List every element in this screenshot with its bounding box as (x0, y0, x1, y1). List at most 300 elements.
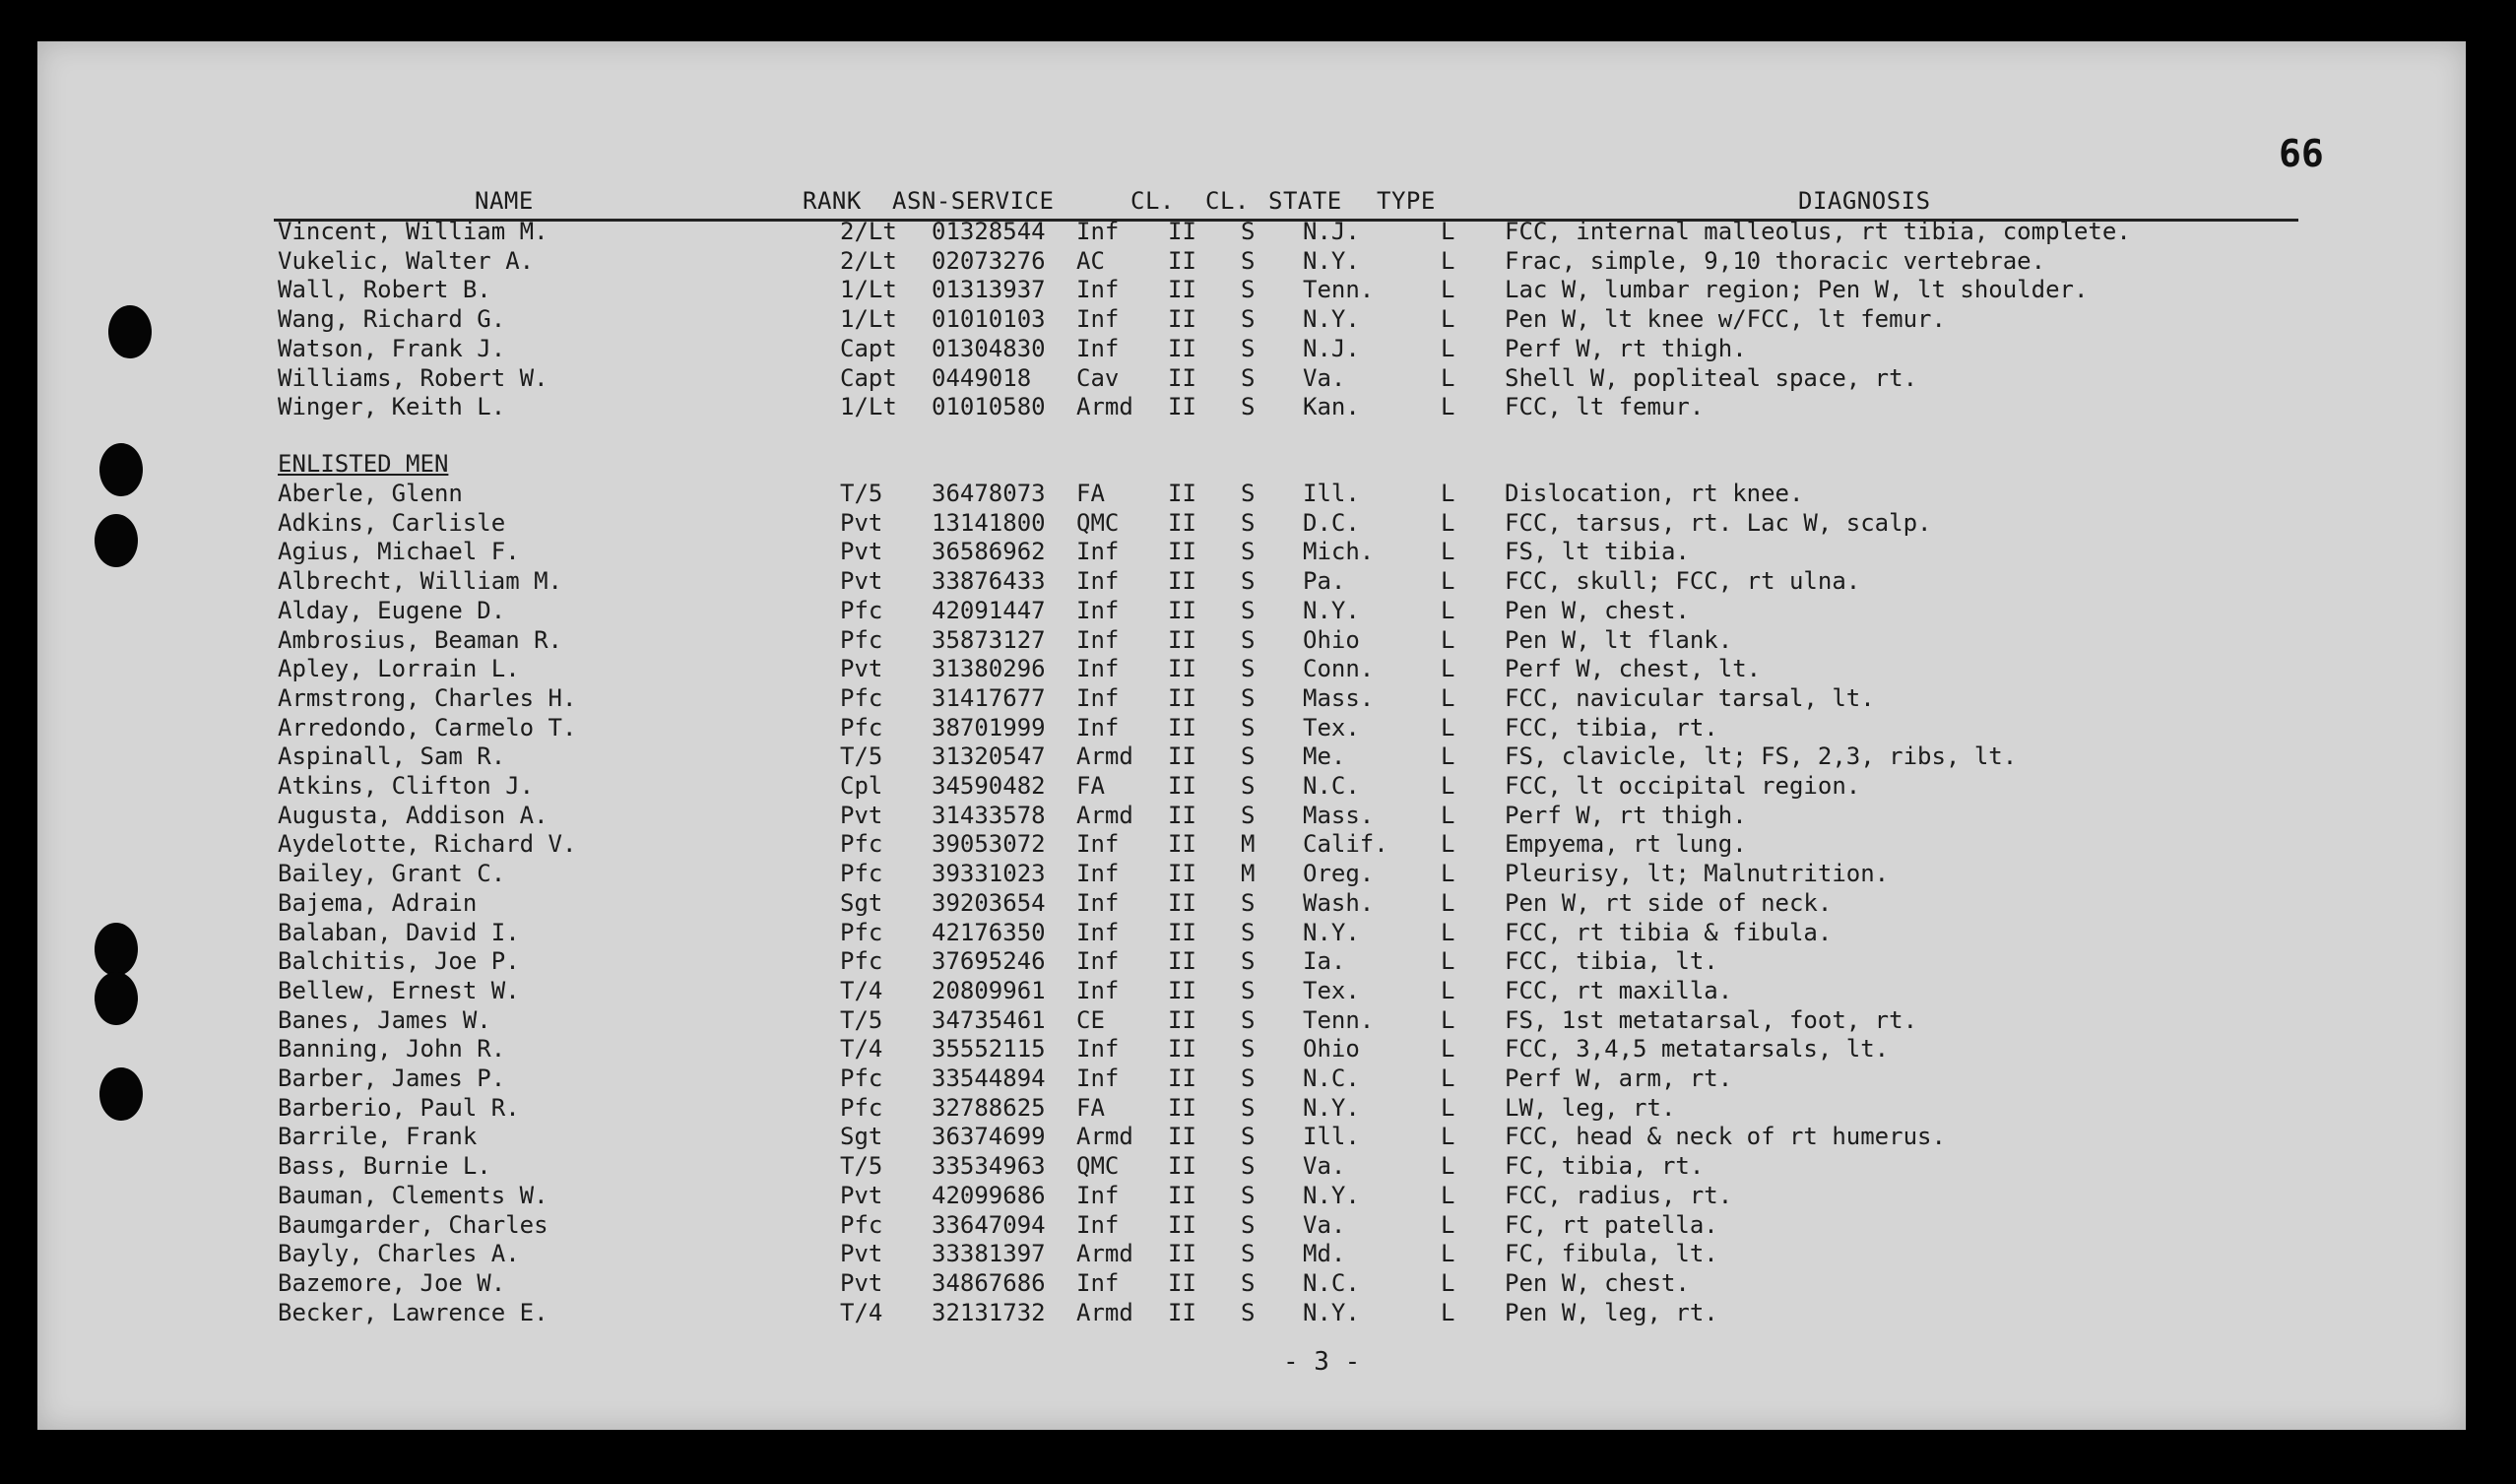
cell-service: CE (1076, 1005, 1105, 1034)
cell-state: Conn. (1303, 655, 1375, 683)
cell-rank: T/5 (840, 742, 883, 771)
cell-diagnosis: LW, leg, rt. (1505, 1093, 1676, 1122)
cell-cl1: II (1168, 1005, 1196, 1034)
table-row (37, 713, 2466, 742)
cell-rank: T/4 (840, 976, 883, 1004)
cell-rank: Pfc (840, 947, 883, 976)
cell-rank: 1/Lt (840, 393, 897, 421)
cell-diagnosis: FCC, tibia, rt. (1505, 713, 1718, 742)
cell-cl1: II (1168, 860, 1196, 888)
cell-asn: 36374699 (932, 1123, 1046, 1151)
cell-asn: 39203654 (932, 888, 1046, 917)
table-row (37, 976, 2466, 1005)
cell-rank: Pfc (840, 625, 883, 654)
cell-type: L (1441, 655, 1455, 683)
table-row (37, 1298, 2466, 1327)
table-row (37, 1268, 2466, 1298)
cell-name: Vincent, William M. (278, 218, 548, 245)
cell-diagnosis: FC, tibia, rt. (1505, 1152, 1705, 1181)
table-row (37, 1122, 2466, 1151)
cell-service: Inf (1076, 1181, 1120, 1209)
cell-name: Williams, Robert W. (278, 363, 548, 392)
cell-cl2: S (1241, 1268, 1256, 1297)
cell-cl1: II (1168, 976, 1196, 1004)
cell-name: Winger, Keith L. (278, 393, 506, 421)
cell-rank: T/4 (840, 1035, 883, 1064)
cell-diagnosis: Pen W, lt knee w/FCC, lt femur. (1505, 305, 1946, 334)
cell-asn: 01328544 (932, 218, 1046, 245)
cell-cl2: S (1241, 742, 1256, 771)
cell-type: L (1441, 218, 1455, 245)
cell-service: Inf (1076, 218, 1120, 245)
cell-name: Wang, Richard G. (278, 305, 506, 334)
cell-type: L (1441, 1240, 1455, 1268)
cell-cl2: S (1241, 1181, 1256, 1209)
cell-cl1: II (1168, 480, 1196, 507)
cell-service: FA (1076, 480, 1105, 507)
table-row (37, 392, 2466, 421)
cell-asn: 34867686 (932, 1268, 1046, 1297)
cell-rank: Pvt (840, 1181, 883, 1209)
cell-cl1: II (1168, 888, 1196, 917)
cell-name: Bailey, Grant C. (278, 860, 506, 888)
cell-service: FA (1076, 1093, 1105, 1122)
cell-state: N.Y. (1303, 596, 1360, 624)
cell-cl2: S (1241, 276, 1256, 304)
cell-state: Pa. (1303, 567, 1346, 596)
cell-diagnosis: Perf W, chest, lt. (1505, 655, 1762, 683)
cell-type: L (1441, 830, 1455, 859)
cell-state: Mass. (1303, 683, 1375, 712)
cell-cl2: S (1241, 947, 1256, 976)
cell-cl2: S (1241, 538, 1256, 566)
cell-type: L (1441, 1035, 1455, 1064)
cell-cl2: S (1241, 508, 1256, 537)
cell-name: Adkins, Carlisle (278, 508, 506, 537)
cell-state: Ill. (1303, 480, 1360, 507)
cell-service: Inf (1076, 1065, 1120, 1092)
cell-type: L (1441, 976, 1455, 1004)
table-row (37, 742, 2466, 771)
cell-asn: 33876433 (932, 567, 1046, 596)
cell-cl1: II (1168, 567, 1196, 596)
cell-diagnosis: FC, fibula, lt. (1505, 1240, 1718, 1268)
cell-diagnosis: FCC, head & neck of rt humerus. (1505, 1123, 1946, 1151)
cell-state: Me. (1303, 742, 1346, 771)
cell-state: Kan. (1303, 393, 1360, 421)
cell-diagnosis: FCC, navicular tarsal, lt. (1505, 683, 1875, 712)
cell-rank: T/4 (840, 1298, 883, 1326)
cell-cl2: S (1241, 772, 1256, 800)
cell-asn: 01010580 (932, 393, 1046, 421)
cell-cl2: S (1241, 625, 1256, 654)
cell-state: N.C. (1303, 1065, 1360, 1092)
cell-name: Watson, Frank J. (278, 334, 506, 362)
cell-service: Inf (1076, 655, 1120, 683)
cell-asn: 01010103 (932, 305, 1046, 334)
cell-cl1: II (1168, 508, 1196, 537)
cell-cl2: S (1241, 1093, 1256, 1122)
cell-cl1: II (1168, 363, 1196, 392)
cell-diagnosis: Lac W, lumbar region; Pen W, lt shoulder. (1505, 276, 2089, 304)
cell-asn: 33534963 (932, 1152, 1046, 1181)
cell-diagnosis: Pen W, lt flank. (1505, 625, 1733, 654)
cell-diagnosis: FCC, lt occipital region. (1505, 772, 1861, 800)
cell-rank: Pvt (840, 801, 883, 829)
cell-service: Inf (1076, 830, 1120, 859)
header-rank: RANK (803, 187, 862, 215)
cell-type: L (1441, 508, 1455, 537)
cell-cl2: S (1241, 1005, 1256, 1034)
cell-asn: 32788625 (932, 1093, 1046, 1122)
cell-type: L (1441, 1005, 1455, 1034)
cell-name: Arredondo, Carmelo T. (278, 713, 577, 742)
document-sheet (37, 41, 2466, 1430)
cell-state: N.C. (1303, 1268, 1360, 1297)
cell-diagnosis: Perf W, arm, rt. (1505, 1065, 1733, 1092)
cell-state: Mich. (1303, 538, 1375, 566)
cell-asn: 33381397 (932, 1240, 1046, 1268)
cell-rank: Sgt (840, 1123, 883, 1151)
cell-name: Balchitis, Joe P. (278, 947, 520, 976)
cell-asn: 35552115 (932, 1035, 1046, 1064)
cell-name: Bazemore, Joe W. (278, 1268, 506, 1297)
cell-type: L (1441, 363, 1455, 392)
cell-diagnosis: Pen W, chest. (1505, 596, 1690, 624)
cell-cl2: S (1241, 1240, 1256, 1268)
cell-asn: 20809961 (932, 976, 1046, 1004)
cell-service: Inf (1076, 538, 1120, 566)
cell-cl2: S (1241, 1035, 1256, 1064)
cell-type: L (1441, 918, 1455, 946)
cell-state: Tex. (1303, 713, 1360, 742)
cell-diagnosis: FCC, radius, rt. (1505, 1181, 1733, 1209)
table-row (37, 596, 2466, 625)
cell-service: Inf (1076, 1035, 1120, 1064)
cell-service: QMC (1076, 1152, 1120, 1181)
header-diagnosis: DIAGNOSIS (1798, 187, 1931, 215)
table-row (37, 1093, 2466, 1123)
cell-cl1: II (1168, 1152, 1196, 1181)
cell-name: Apley, Lorrain L. (278, 655, 520, 683)
cell-cl1: II (1168, 1065, 1196, 1092)
table-row (37, 888, 2466, 918)
cell-rank: Capt (840, 363, 897, 392)
cell-state: N.Y. (1303, 1298, 1360, 1326)
cell-cl1: II (1168, 246, 1196, 275)
cell-asn: 34735461 (932, 1005, 1046, 1034)
cell-service: Inf (1076, 683, 1120, 712)
cell-service: Inf (1076, 947, 1120, 976)
cell-type: L (1441, 1093, 1455, 1122)
cell-asn: 0449018 (932, 363, 1032, 392)
cell-type: L (1441, 1298, 1455, 1326)
table-row (37, 654, 2466, 683)
cell-rank: T/5 (840, 1152, 883, 1181)
cell-diagnosis: FC, rt patella. (1505, 1210, 1718, 1239)
cell-diagnosis: FCC, internal malleolus, rt tibia, complete. (1505, 218, 2131, 245)
table-row (37, 1005, 2466, 1035)
header-type: TYPE (1377, 187, 1436, 215)
cell-cl1: II (1168, 538, 1196, 566)
header-state: STATE (1268, 187, 1342, 215)
cell-state: Va. (1303, 1210, 1346, 1239)
cell-rank: Pfc (840, 596, 883, 624)
cell-asn: 37695246 (932, 947, 1046, 976)
cell-type: L (1441, 772, 1455, 800)
header-cl1: CL. (1130, 187, 1175, 215)
cell-name: Augusta, Addison A. (278, 801, 548, 829)
cell-service: Armd (1076, 393, 1133, 421)
cell-cl2: S (1241, 305, 1256, 334)
cell-rank: Cpl (840, 772, 883, 800)
cell-type: L (1441, 538, 1455, 566)
cell-type: L (1441, 1123, 1455, 1151)
cell-cl2: S (1241, 713, 1256, 742)
cell-state: Tenn. (1303, 276, 1375, 304)
cell-name: Aspinall, Sam R. (278, 742, 506, 771)
cell-state: D.C. (1303, 508, 1360, 537)
cell-type: L (1441, 246, 1455, 275)
cell-state: Va. (1303, 363, 1346, 392)
cell-state: Va. (1303, 1152, 1346, 1181)
cell-asn: 32131732 (932, 1298, 1046, 1326)
cell-rank: Pfc (840, 918, 883, 946)
cell-state: Ohio (1303, 625, 1360, 654)
cell-state: Ia. (1303, 947, 1346, 976)
table-row (37, 1239, 2466, 1268)
cell-cl1: II (1168, 713, 1196, 742)
table-row (37, 801, 2466, 830)
cell-asn: 38701999 (932, 713, 1046, 742)
cell-name: Becker, Lawrence E. (278, 1298, 548, 1326)
cell-diagnosis: FCC, lt femur. (1505, 393, 1705, 421)
table-row (37, 946, 2466, 976)
cell-diagnosis: FS, clavicle, lt; FS, 2,3, ribs, lt. (1505, 742, 2018, 771)
cell-rank: Pvt (840, 655, 883, 683)
cell-service: Inf (1076, 567, 1120, 596)
cell-type: L (1441, 567, 1455, 596)
cell-type: L (1441, 1065, 1455, 1092)
table-row (37, 1181, 2466, 1210)
cell-cl1: II (1168, 655, 1196, 683)
cell-rank: Pvt (840, 538, 883, 566)
cell-cl2: S (1241, 655, 1256, 683)
cell-type: L (1441, 860, 1455, 888)
cell-diagnosis: Dislocation, rt knee. (1505, 480, 1804, 507)
cell-diagnosis: Pen W, chest. (1505, 1268, 1690, 1297)
cell-cl2: S (1241, 363, 1256, 392)
cell-service: Inf (1076, 596, 1120, 624)
cell-name: Wall, Robert B. (278, 276, 491, 304)
cell-state: N.Y. (1303, 918, 1360, 946)
cell-name: Aberle, Glenn (278, 480, 463, 507)
table-row (37, 1151, 2466, 1181)
cell-cl2: S (1241, 1152, 1256, 1181)
cell-cl1: II (1168, 947, 1196, 976)
cell-type: L (1441, 742, 1455, 771)
cell-type: L (1441, 888, 1455, 917)
cell-cl2: S (1241, 1210, 1256, 1239)
cell-cl1: II (1168, 1181, 1196, 1209)
cell-service: Cav (1076, 363, 1120, 392)
table-row (37, 304, 2466, 334)
cell-service: Armd (1076, 742, 1133, 771)
cell-type: L (1441, 276, 1455, 304)
cell-cl2: S (1241, 1065, 1256, 1092)
page-number: 66 (2279, 132, 2324, 175)
cell-cl2: S (1241, 918, 1256, 946)
cell-state: Calif. (1303, 830, 1388, 859)
cell-diagnosis: Pleurisy, lt; Malnutrition. (1505, 860, 1890, 888)
cell-cl1: II (1168, 918, 1196, 946)
table-row (37, 829, 2466, 859)
cell-cl1: II (1168, 393, 1196, 421)
cell-asn: 01313937 (932, 276, 1046, 304)
page-footer: - 3 - (1283, 1347, 1361, 1377)
table-row (37, 918, 2466, 947)
cell-type: L (1441, 947, 1455, 976)
cell-service: FA (1076, 772, 1105, 800)
table-row (37, 479, 2466, 508)
cell-type: L (1441, 596, 1455, 624)
cell-service: QMC (1076, 508, 1120, 537)
cell-name: Agius, Michael F. (278, 538, 520, 566)
cell-name: Bellew, Ernest W. (278, 976, 520, 1004)
cell-asn: 36586962 (932, 538, 1046, 566)
cell-rank: Pfc (840, 713, 883, 742)
cell-rank: Pfc (840, 683, 883, 712)
cell-service: Armd (1076, 1240, 1133, 1268)
cell-diagnosis: Perf W, rt thigh. (1505, 801, 1747, 829)
cell-state: Ohio (1303, 1035, 1360, 1064)
cell-service: Inf (1076, 860, 1120, 888)
cell-name: Bajema, Adrain (278, 888, 478, 917)
cell-cl2: S (1241, 567, 1256, 596)
cell-diagnosis: FS, 1st metatarsal, foot, rt. (1505, 1005, 1918, 1034)
cell-rank: Sgt (840, 888, 883, 917)
cell-cl2: S (1241, 683, 1256, 712)
cell-cl2: M (1241, 860, 1256, 888)
table-row (37, 246, 2466, 276)
cell-type: L (1441, 713, 1455, 742)
cell-state: Ill. (1303, 1123, 1360, 1151)
cell-cl2: S (1241, 801, 1256, 829)
cell-asn: 02073276 (932, 246, 1046, 275)
cell-state: N.Y. (1303, 1093, 1360, 1122)
cell-service: AC (1076, 246, 1105, 275)
cell-cl1: II (1168, 218, 1196, 245)
cell-name: Baumgarder, Charles (278, 1210, 548, 1239)
cell-diagnosis: Shell W, popliteal space, rt. (1505, 363, 1918, 392)
cell-name: Barberio, Paul R. (278, 1093, 520, 1122)
cell-rank: Pfc (840, 860, 883, 888)
header-cl2: CL. (1205, 187, 1250, 215)
cell-cl1: II (1168, 625, 1196, 654)
cell-state: Wash. (1303, 888, 1375, 917)
cell-name: Barber, James P. (278, 1065, 506, 1092)
cell-type: L (1441, 480, 1455, 507)
cell-service: Inf (1076, 625, 1120, 654)
cell-service: Inf (1076, 918, 1120, 946)
cell-type: L (1441, 393, 1455, 421)
table-row (37, 566, 2466, 596)
cell-cl1: II (1168, 1093, 1196, 1122)
cell-type: L (1441, 1210, 1455, 1239)
cell-state: N.C. (1303, 772, 1360, 800)
cell-state: N.Y. (1303, 305, 1360, 334)
cell-diagnosis: FCC, skull; FCC, rt ulna. (1505, 567, 1861, 596)
cell-rank: Pvt (840, 1268, 883, 1297)
cell-rank: 1/Lt (840, 276, 897, 304)
cell-diagnosis: FCC, rt tibia & fibula. (1505, 918, 1833, 946)
cell-type: L (1441, 1268, 1455, 1297)
cell-asn: 42099686 (932, 1181, 1046, 1209)
cell-state: Md. (1303, 1240, 1346, 1268)
cell-service: Inf (1076, 976, 1120, 1004)
cell-asn: 13141800 (932, 508, 1046, 537)
cell-cl2: S (1241, 596, 1256, 624)
cell-diagnosis: FCC, tibia, lt. (1505, 947, 1718, 976)
cell-service: Inf (1076, 334, 1120, 362)
cell-asn: 31380296 (932, 655, 1046, 683)
cell-cl2: S (1241, 1123, 1256, 1151)
cell-name: Armstrong, Charles H. (278, 683, 577, 712)
cell-service: Inf (1076, 1268, 1120, 1297)
cell-state: Tex. (1303, 976, 1360, 1004)
cell-cl2: S (1241, 1298, 1256, 1326)
cell-asn: 31433578 (932, 801, 1046, 829)
cell-name: Balaban, David I. (278, 918, 520, 946)
cell-name: Atkins, Clifton J. (278, 772, 535, 800)
cell-state: Tenn. (1303, 1005, 1375, 1034)
cell-cl1: II (1168, 1210, 1196, 1239)
cell-name: Alday, Eugene D. (278, 596, 506, 624)
cell-diagnosis: Perf W, rt thigh. (1505, 334, 1747, 362)
table-row (37, 771, 2466, 801)
cell-rank: Pfc (840, 1065, 883, 1092)
cell-name: Albrecht, William M. (278, 567, 562, 596)
cell-cl2: S (1241, 888, 1256, 917)
cell-cl1: II (1168, 801, 1196, 829)
table-row (37, 1210, 2466, 1240)
table-row (37, 1064, 2466, 1093)
cell-rank: 2/Lt (840, 218, 897, 245)
header-name: NAME (475, 187, 534, 215)
cell-asn: 36478073 (932, 480, 1046, 507)
cell-state: N.Y. (1303, 246, 1360, 275)
cell-service: Inf (1076, 713, 1120, 742)
cell-asn: 31417677 (932, 683, 1046, 712)
cell-diagnosis: Pen W, leg, rt. (1505, 1298, 1718, 1326)
cell-type: L (1441, 1181, 1455, 1209)
cell-state: N.J. (1303, 334, 1360, 362)
table-row (37, 683, 2466, 713)
cell-cl1: II (1168, 1240, 1196, 1268)
cell-state: N.J. (1303, 218, 1360, 245)
cell-rank: Pvt (840, 1240, 883, 1268)
cell-service: Inf (1076, 888, 1120, 917)
cell-diagnosis: FCC, rt maxilla. (1505, 976, 1733, 1004)
cell-state: N.Y. (1303, 1181, 1360, 1209)
cell-type: L (1441, 625, 1455, 654)
cell-asn: 39331023 (932, 860, 1046, 888)
cell-state: Mass. (1303, 801, 1375, 829)
cell-rank: 2/Lt (840, 246, 897, 275)
cell-diagnosis: FCC, tarsus, rt. Lac W, scalp. (1505, 508, 1932, 537)
cell-asn: 35873127 (932, 625, 1046, 654)
cell-cl1: II (1168, 1123, 1196, 1151)
